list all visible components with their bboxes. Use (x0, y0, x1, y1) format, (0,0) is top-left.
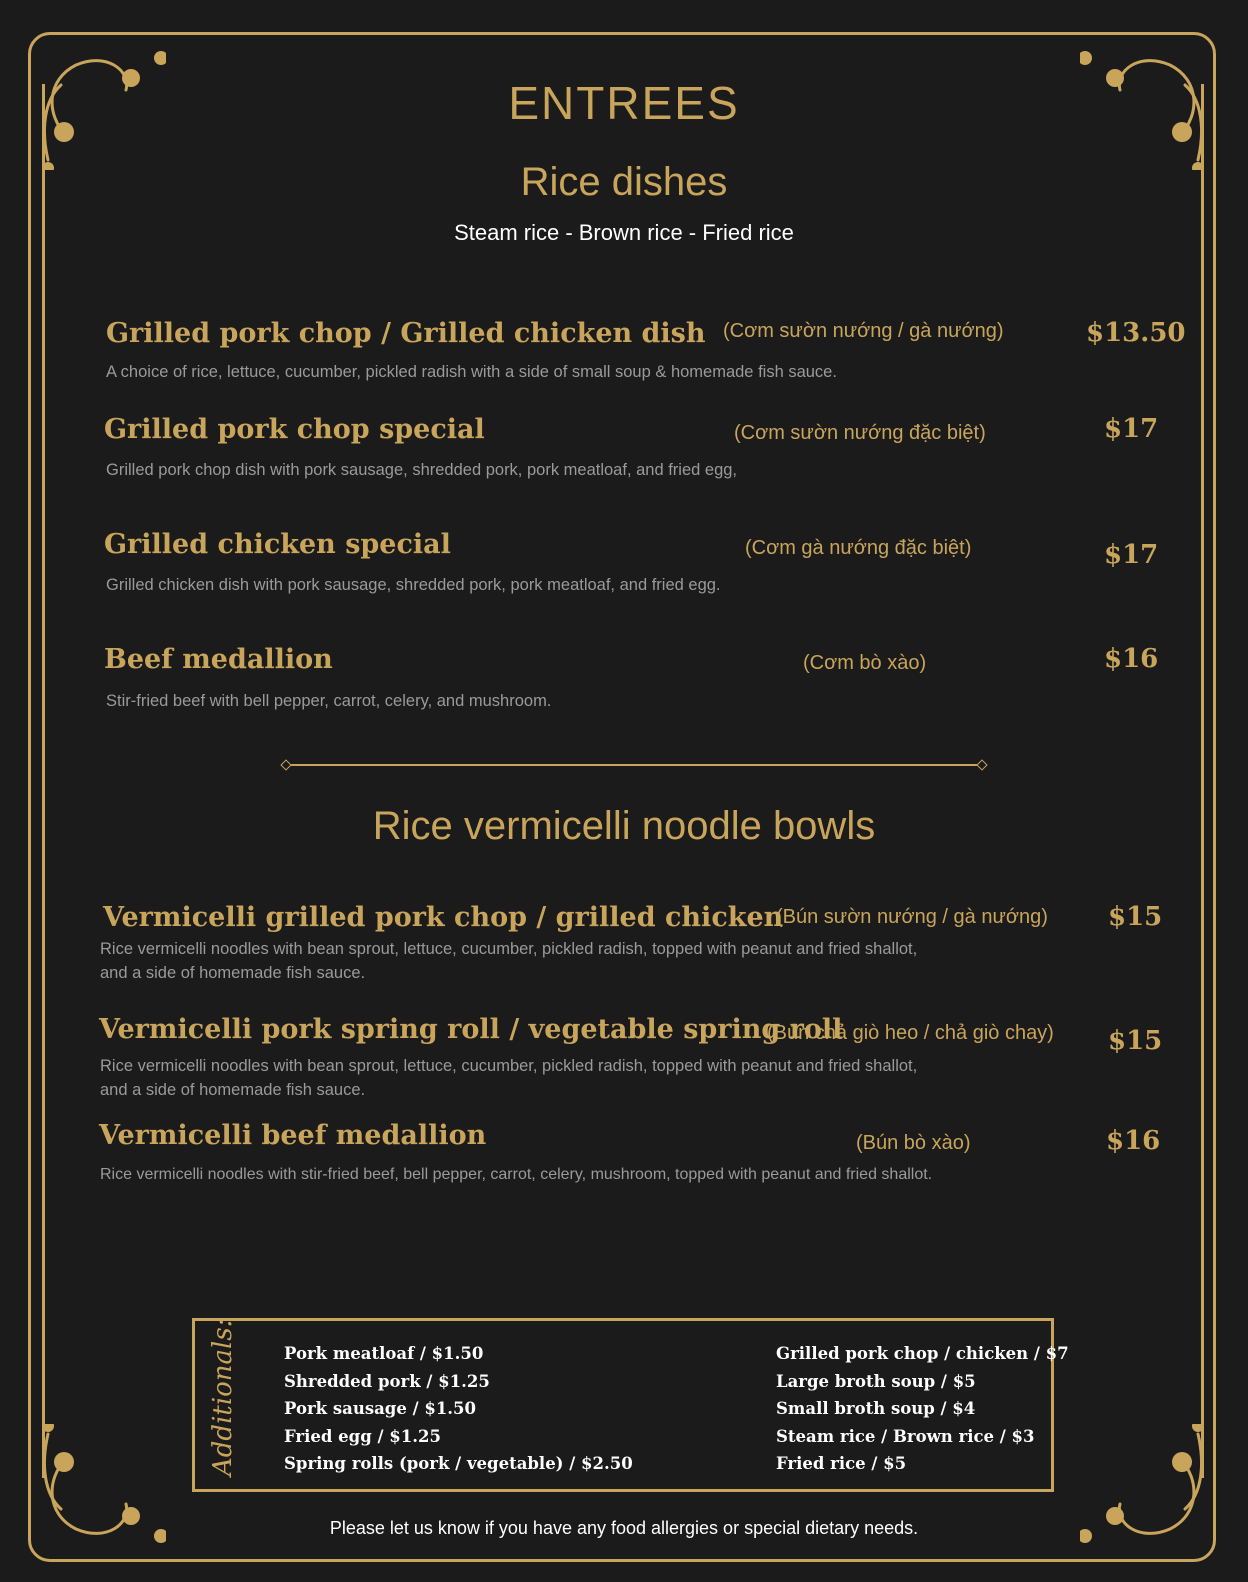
additional-item: Shredded pork / $1.25 (284, 1371, 490, 1391)
additional-item: Fried rice / $5 (776, 1454, 907, 1473)
dish-price: $15 (1108, 902, 1163, 932)
additional-item: Steam rice / Brown rice / $3 (776, 1426, 1035, 1446)
additional-item: Pork sausage / $1.50 (284, 1399, 477, 1418)
dish-name: Grilled chicken special (104, 529, 451, 560)
dish-price: $16 (1104, 644, 1159, 674)
menu-inner-frame (42, 84, 1204, 1478)
rice-options-subtitle: Steam rice - Brown rice - Fried rice (454, 220, 794, 245)
page-title: ENTREES (508, 77, 740, 129)
dish-description: Stir-fried beef with bell pepper, carrot, celery, and mushroom. (106, 692, 552, 710)
additionals-right-list (776, 1340, 1069, 1478)
dish-description: and a side of homemade fish sauce. (100, 964, 366, 982)
dish-name: Beef medallion (104, 644, 333, 675)
dish-price: $17 (1104, 414, 1159, 444)
dish-viet-name: (Cơm sườn nướng / gà nướng) (723, 320, 1004, 342)
dish-price: $16 (1106, 1126, 1161, 1156)
dish-description: Rice vermicelli noodles with bean sprout, lettuce, cucumber, pickled radish, topped with peanut and fried shallot, (100, 1057, 918, 1075)
dish-viet-name: (Cơm sườn nướng đặc biệt) (734, 422, 986, 444)
dish-description: A choice of rice, lettuce, cucumber, pickled radish with a side of small soup & homemade fish sauce. (106, 363, 837, 381)
dish-description: and a side of homemade fish sauce. (100, 1081, 366, 1099)
section-divider (286, 764, 982, 766)
additionals-label: Additionals: (208, 1318, 238, 1476)
additional-item: Grilled pork chop / chicken / $7 (776, 1344, 1069, 1363)
dish-price: $13.50 (1086, 318, 1186, 348)
dish-name: Vermicelli pork spring roll / vegetable spring roll (99, 1014, 843, 1045)
additional-item: Fried egg / $1.25 (284, 1426, 441, 1446)
dish-viet-name: (Bún chả giò heo / chả giò chay) (767, 1022, 1054, 1044)
dish-price: $15 (1108, 1026, 1163, 1056)
dish-price: $17 (1104, 540, 1159, 570)
dish-description: Grilled chicken dish with pork sausage, shredded pork, pork meatloaf, and fried egg. (106, 576, 721, 594)
dish-description: Rice vermicelli noodles with bean sprout, lettuce, cucumber, pickled radish, topped with peanut and fried shallot, (100, 940, 918, 958)
section-heading-rice: Rice dishes (520, 160, 728, 204)
dish-viet-name: (Cơm gà nướng đặc biệt) (745, 537, 972, 559)
dish-name: Grilled pork chop / Grilled chicken dish (106, 318, 706, 349)
dish-viet-name: (Bún sườn nướng / gà nướng) (776, 906, 1048, 928)
dish-viet-name: (Bún bò xào) (856, 1132, 971, 1154)
additional-item: Large broth soup / $5 (776, 1371, 976, 1391)
dish-description: Grilled pork chop dish with pork sausage, shredded pork, pork meatloaf, and fried egg, (106, 461, 738, 479)
section-heading-vermicelli: Rice vermicelli noodle bowls (372, 804, 876, 848)
allergy-note: Please let us know if you have any food allergies or special dietary needs. (329, 1518, 919, 1538)
additional-item: Small broth soup / $4 (776, 1399, 976, 1418)
dish-name: Vermicelli beef medallion (99, 1120, 487, 1151)
dish-viet-name: (Cơm bò xào) (803, 652, 927, 674)
additional-item: Pork meatloaf / $1.50 (284, 1344, 484, 1363)
additional-item: Spring rolls (pork / vegetable) / $2.50 (284, 1454, 633, 1473)
dish-name: Vermicelli grilled pork chop / grilled chicken (103, 902, 784, 933)
dish-name: Grilled pork chop special (104, 414, 485, 445)
dish-description: Rice vermicelli noodles with stir-fried beef, bell pepper, carrot, celery, mushroom, topped with peanut and fried shallot. (100, 1166, 933, 1183)
additionals-left-list (284, 1340, 633, 1478)
